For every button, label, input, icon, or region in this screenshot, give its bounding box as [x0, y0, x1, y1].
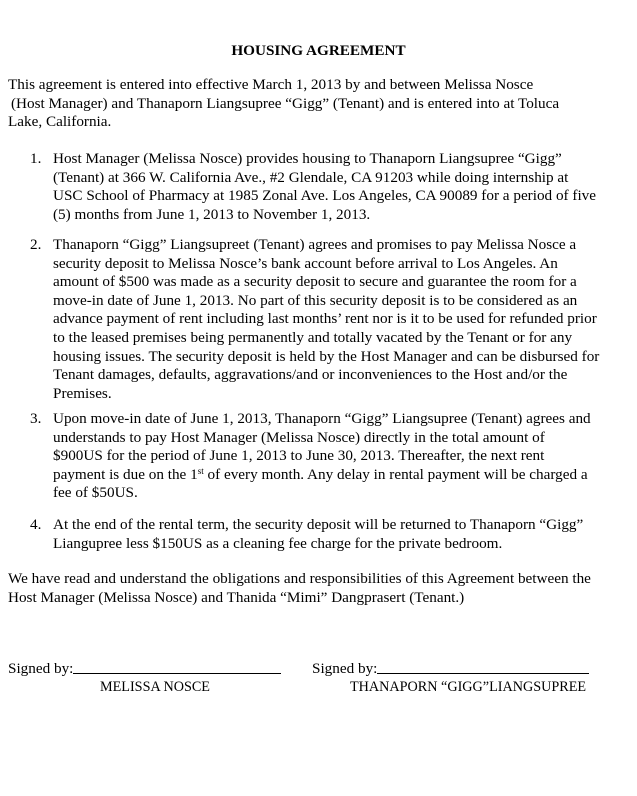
signature-left — [8, 659, 281, 679]
clause-number: 3. — [30, 410, 42, 427]
clause-text — [53, 150, 630, 224]
clause-line: fee of $50US. — [53, 484, 138, 502]
closing-paragraph — [8, 570, 630, 607]
clause-line: Tenant damages, defaults, aggravations/and or inconveniences to the Host and/or the — [53, 366, 568, 384]
clause-line: Premises. — [53, 384, 112, 402]
clause-line: amount of $500 was made as a security deposit to secure and guarantee the room for a — [53, 273, 577, 291]
signer-name-left: MELISSA NOSCE — [100, 679, 210, 695]
clause-line: housing issues. The security deposit is held by the Host Manager and can be disbursed for — [53, 347, 600, 365]
clause-line: to the leased premises being permanently and totally vacated by the Tenant or for any — [53, 328, 573, 346]
clause-line: $900US for the period of June 1, 2013 to June 30, 2013. Thereafter, the next rent — [53, 447, 545, 465]
clause-line: Upon move-in date of June 1, 2013, Thanaporn “Gigg” Liangsupree (Tenant) agrees and — [53, 410, 591, 427]
signature-line — [73, 659, 281, 674]
document-title: HOUSING AGREEMENT — [231, 42, 406, 59]
ordinal-suffix: st — [197, 465, 204, 476]
closing-line: Host Manager (Melissa Nosce) and Thanida “Mimi” Dangprasert (Tenant.) — [8, 588, 465, 606]
signature-line — [377, 659, 589, 674]
signature-label: Signed by: — [8, 660, 74, 677]
intro-paragraph — [8, 76, 630, 132]
clause-line: Liangupree less $150US as a cleaning fee charge for the private bedroom. — [53, 534, 503, 552]
clause-line: Thanaporn “Gigg” Liangsupreet (Tenant) agrees and promises to pay Melissa Nosce a — [53, 236, 577, 253]
clause-line: At the end of the rental term, the security deposit will be returned to Thanaporn “Gigg” — [53, 516, 584, 533]
clause-line: (Tenant) at 366 W. California Ave., #2 Glendale, CA 91203 while doing internship at — [53, 168, 569, 186]
clause-number: 1. — [30, 150, 42, 167]
clause-text — [53, 516, 630, 553]
clause-number: 2. — [30, 236, 42, 253]
clause-text — [53, 236, 630, 403]
clause-line: advance payment of rent including last months’ rent nor is it to be used for refunded prior — [53, 310, 597, 328]
clause-line: USC School of Pharmacy at 1985 Zonal Ave. Los Angeles, CA 90089 for a period of five — [53, 187, 597, 205]
clause-line: security deposit to Melissa Nosce’s bank account before arrival to Los Angeles. An — [53, 254, 558, 272]
intro-line: This agreement is entered into effective March 1, 2013 by and between Melissa Nosce — [8, 76, 534, 93]
clause-line — [53, 466, 630, 485]
clause-line: understands to pay Host Manager (Melissa Nosce) directly in the total amount of — [53, 428, 545, 446]
signer-name-right: THANAPORN “GIGG”LIANGSUPREE — [350, 679, 587, 695]
clause-line: Host Manager (Melissa Nosce) provides housing to Thanaporn Liangsupree “Gigg” — [53, 150, 562, 167]
signature-right — [312, 659, 589, 679]
closing-line: We have read and understand the obligations and responsibilities of this Agreement between the — [8, 570, 591, 587]
clause-line-part: of every month. Any delay in rental payment will be charged a — [203, 465, 588, 483]
intro-line: Lake, California. — [8, 113, 112, 131]
intro-line: (Host Manager) and Thanaporn Liangsupree “Gigg” (Tenant) and is entered into at Toluca — [11, 94, 560, 112]
clause-text — [53, 410, 630, 503]
clause-number: 4. — [30, 516, 42, 533]
clause-line: move-in date of June 1, 2013. No part of this security deposit is to be considered as an — [53, 291, 578, 309]
clause-line: (5) months from June 1, 2013 to November 1, 2013. — [53, 205, 371, 223]
signature-label: Signed by: — [312, 660, 378, 677]
clause-line-part: payment is due on the 1 — [53, 465, 198, 483]
